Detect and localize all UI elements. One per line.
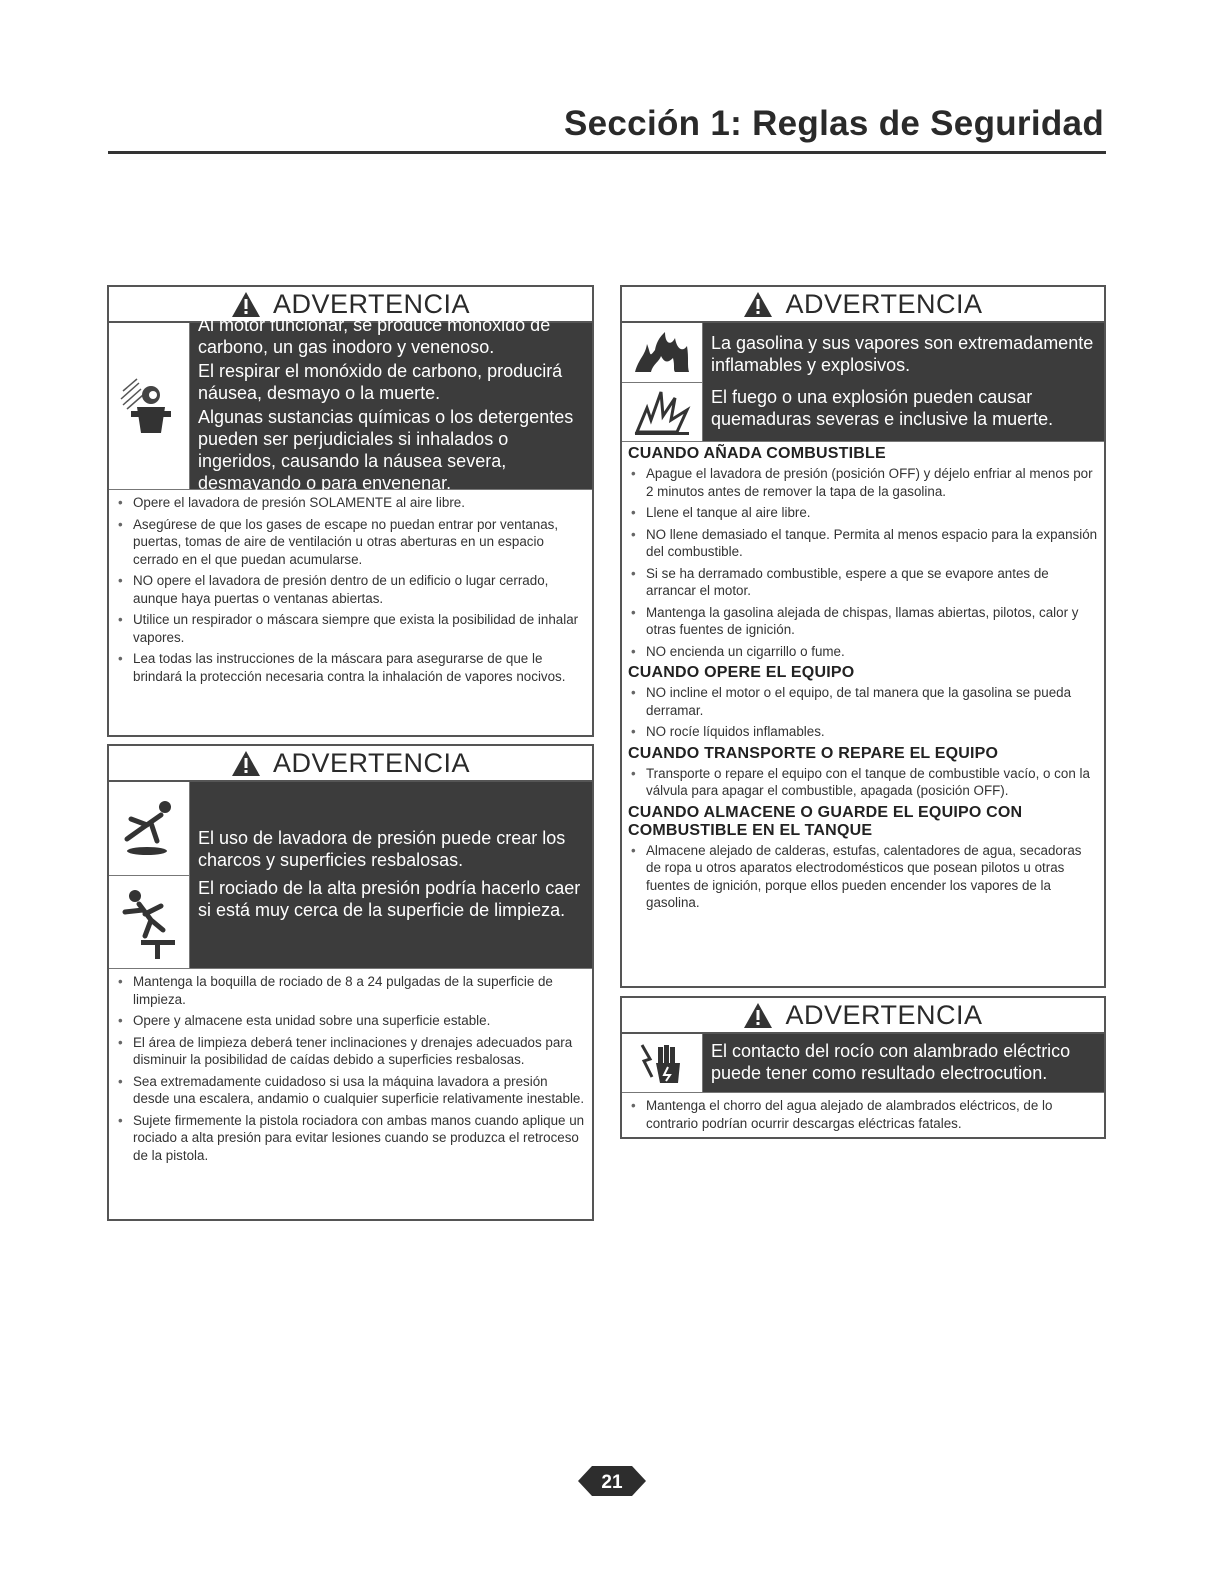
hazard-line: El rociado de la alta presión podría hacerlo caer si está muy cerca de la superficie de limpieza. (198, 878, 581, 920)
list-item: • Almacene alejado de calderas, estufas, calentadores de agua, secadoras de ropa u otros aparatos electrodomésticos que posean pilotos u otras fuentes de ignición, porque ellos pueden encender los vapores de la gasolina. (628, 842, 1098, 912)
section-heading: CUANDO OPERE EL EQUIPO (628, 664, 855, 681)
hazard-text (190, 315, 592, 493)
page-number: 21 (601, 1472, 623, 1493)
title-rule (108, 151, 1106, 154)
safety-list (622, 465, 1104, 660)
warning-header (622, 287, 1104, 323)
fall-hazard-icon (109, 876, 189, 969)
safety-list (109, 490, 592, 695)
list-item: • Sea extremadamente cuidadoso si usa la máquina lavadora a presión desde una escalera, andamio o cualquier superficie relativamente inestable. (115, 1073, 586, 1108)
list-item: • Opere y almacene esta unidad sobre una superficie estable. (115, 1012, 586, 1030)
warning-triangle-icon (743, 1002, 773, 1029)
warning-triangle-icon (231, 750, 261, 777)
safety-list (109, 969, 592, 1174)
section-heading: CUANDO TRANSPORTE O REPARE EL EQUIPO (628, 744, 999, 762)
warning-word: ADVERTENCIA (272, 747, 471, 778)
hazard-line: El uso de lavadora de presión puede crear los charcos y superficies resbalosas. (198, 828, 566, 870)
list-item: • Opere el lavadora de presión SOLAMENTE al aire libre. (115, 494, 586, 512)
safety-list (622, 765, 1104, 800)
hazard-panel (622, 1034, 1104, 1093)
warning-header (622, 998, 1104, 1034)
list-item: • Llene el tanque al aire libre. (628, 504, 1098, 522)
safety-list (622, 684, 1104, 741)
hazard-line: Al motor funcionar, se produce monóxido de carbono, un gas inodoro y venenoso. (198, 315, 551, 357)
page-number-badge (578, 1462, 646, 1505)
list-item: • Transporte o repare el equipo con el tanque de combustible vacío, o con la válvula para apagar el combustible, apagada (posición OFF). (628, 765, 1098, 800)
electric-shock-hazard-icon (622, 1034, 702, 1092)
list-item: • NO rocíe líquidos inflamables. (628, 723, 1098, 741)
hazard-text (190, 782, 592, 968)
hazard-line: La gasolina y sus vapores son extremadamente inflamables y explosivos. (711, 333, 1094, 375)
hazard-line: El respirar el monóxido de carbono, producirá náusea, desmayo o la muerte. (198, 361, 563, 403)
warning-box-carbon-monoxide (107, 285, 594, 737)
hazard-line: Algunas sustancias químicas o los detergentes pueden ser perjudiciales si inhalados o ingeridos, causando la náusea severa, desmayando o para envenenar. (198, 407, 574, 493)
safety-list (622, 1093, 1104, 1142)
list-item: • Mantenga la boquilla de rociado de 8 a 24 pulgadas de la superficie de limpieza. (115, 973, 586, 1008)
list-item: • NO opere el lavadora de presión dentro de un edificio o lugar cerrado, aunque haya puertas o ventanas abiertas. (115, 572, 586, 607)
hazard-panel (109, 315, 592, 493)
hazard-panel (622, 323, 1104, 442)
page-title: Sección 1: Reglas de Seguridad (564, 104, 1104, 143)
warning-box-gasoline (620, 285, 1106, 988)
list-item: • NO llene demasiado el tanque. Permita al menos espacio para la expansión del combustible. (628, 526, 1098, 561)
list-item: • NO incline el motor o el equipo, de tal manera que la gasolina se pueda derramar. (628, 684, 1098, 719)
hazard-text (703, 1034, 1104, 1092)
fire-hazard-icon (622, 323, 702, 383)
respirator-hazard-icon (109, 323, 189, 489)
section-heading: CUANDO ALMACENE O GUARDE EL EQUIPO CON COMBUSTIBLE EN EL TANQUE (628, 803, 1023, 839)
safety-list (622, 842, 1104, 922)
warning-triangle-icon (743, 291, 773, 318)
warning-word: ADVERTENCIA (272, 288, 471, 319)
list-item: • El área de limpieza deberá tener inclinaciones y drenajes adecuados para disminuir la posibilidad de caídas debido a superficies resbalosas. (115, 1034, 586, 1069)
slip-hazard-icon (109, 782, 189, 876)
warning-word: ADVERTENCIA (785, 999, 983, 1030)
section-heading: CUANDO AÑADA COMBUSTIBLE (628, 445, 886, 462)
list-item: • Utilice un respirador o máscara siempre que exista la posibilidad de inhalar vapores. (115, 611, 586, 646)
hazard-line: El contacto del rocío con alambrado eléctrico puede tener como resultado electrocution. (711, 1041, 1071, 1083)
warning-box-electrical (620, 996, 1106, 1139)
list-item: • Lea todas las instrucciones de la máscara para asegurarse de que le brindará la protección necesaria contra la inhalación de vapores nocivos. (115, 650, 586, 685)
explosion-hazard-icon (622, 383, 702, 442)
warning-header (109, 746, 592, 782)
list-item: • Mantenga el chorro del agua alejado de alambrados eléctricos, de lo contrario podrían ocurrir descargas eléctricas fatales. (628, 1097, 1098, 1132)
list-item: • Si se ha derramado combustible, espere a que se evapore antes de arrancar el motor. (628, 565, 1098, 600)
hazard-text (703, 323, 1104, 441)
list-item: • Sujete firmemente la pistola rociadora con ambas manos cuando aplique un rociado a alta presión para evitar lesiones cuando se produzca el retroceso de la pistola. (115, 1112, 586, 1165)
list-item: • Mantenga la gasolina alejada de chispas, llamas abiertas, pilotos, calor y otras fuentes de ignición. (628, 604, 1098, 639)
list-item: • NO encienda un cigarrillo o fume. (628, 643, 1098, 661)
list-item: • Asegúrese de que los gases de escape no puedan entrar por ventanas, puertas, tomas de aire de ventilación u otras aberturas en un espacio cerrado en el que puedan acumularse. (115, 516, 586, 569)
list-item: • Apague el lavadora de presión (posición OFF) y déjelo enfriar al menos por 2 minutos antes de remover la tapa de la gasolina. (628, 465, 1098, 500)
warning-word: ADVERTENCIA (785, 288, 983, 319)
hazard-panel (109, 782, 592, 969)
hazard-line: El fuego o una explosión pueden causar quemaduras severas e inclusive la muerte. (711, 387, 1054, 429)
warning-box-slip-fall (107, 744, 594, 1221)
